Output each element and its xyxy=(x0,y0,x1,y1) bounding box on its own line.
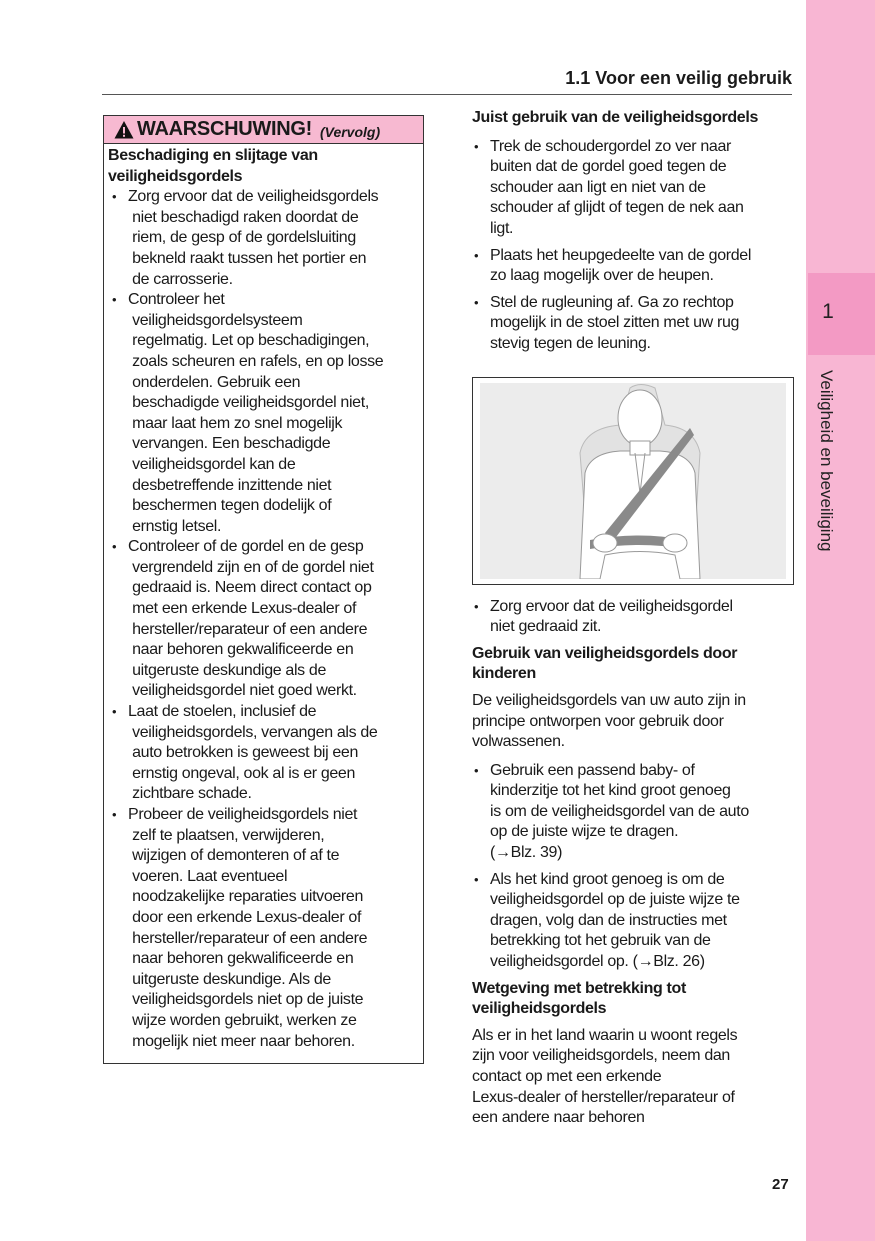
warning-box xyxy=(103,115,424,1064)
seatbelt-use-list xyxy=(472,137,794,355)
seatbelt-illustration xyxy=(472,377,794,585)
warning-continued: (Vervolg) xyxy=(319,123,381,140)
list-item: • Controleer het veiligheidsgordelsysteem regelmatig. Let op beschadigingen, zoals scheuren en rafels, en op losse onderdelen. Gebruik een beschadigde veiligheidsgordel niet, maar laat hem zo snel mogelijk vervangen. Een beschadigde veiligheidsgordel kan de desbetreffende inzittende niet beschermen tegen dodelijk of ernstig letsel. xyxy=(108,290,423,537)
list-item: • Zorg ervoor dat de veiligheidsgordels niet beschadigd raken doordat de riem, de gesp of de gordelsluiting bekneld raakt tussen het portier en de carrosserie. xyxy=(108,187,423,290)
list-item: • Probeer de veiligheidsgordels niet zelf te plaatsen, verwijderen, wijzigen of demonteren of af te voeren. Laat eventueel noodzakelijke reparaties uitvoeren door een erkende Lexus-dealer of hersteller/reparateur of een andere naar behoren gekwalificeerde en uitgeruste deskundige. Als de veiligheidsgordels niet op de juiste wijze worden gebruikt, werken ze mogelijk niet meer naar behoren. xyxy=(108,805,423,1052)
twist-list xyxy=(472,597,794,638)
right-column xyxy=(472,108,794,1129)
warning-subtitle: Beschadiging en slijtage van veiligheidsgordels xyxy=(108,147,318,185)
warning-triangle-icon xyxy=(114,120,134,140)
list-item: • Als het kind groot genoeg is om de veiligheidsgordel op de juiste wijze te dragen, volg dan de instructies met betrekking tot het gebruik van de veiligheidsgordel op. (→Blz. 26) xyxy=(472,870,794,973)
section-header: 1.1 Voor een veilig gebruik xyxy=(565,68,792,88)
chapter-label: Veiligheid en beveiliging xyxy=(817,370,836,552)
warning-list xyxy=(108,187,423,1052)
children-list xyxy=(472,761,794,973)
page-number: 27 xyxy=(772,1176,789,1193)
list-item: • Plaats het heupgedeelte van de gordel zo laag mogelijk over de heupen. xyxy=(472,246,794,287)
header-rule xyxy=(102,94,792,95)
seated-person-illustration xyxy=(480,383,786,579)
warning-title: WAARSCHUWING! xyxy=(137,118,312,140)
heading-children: Gebruik van veiligheidsgordels door kinderen xyxy=(472,644,738,683)
paragraph-legislation: Als er in het land waarin u woont regels zijn voor veiligheidsgordels, neem dan contact op met een erkende Lexus-dealer of hersteller/reparateur of een andere naar behoren xyxy=(472,1026,738,1127)
chapter-number: 1 xyxy=(822,300,834,323)
paragraph-children: De veiligheidsgordels van uw auto zijn in principe ontworpen voor gebruik door volwassenen. xyxy=(472,691,746,751)
side-strip xyxy=(806,0,875,1241)
warning-header xyxy=(104,116,423,144)
list-item: • Zorg ervoor dat de veiligheidsgordel niet gedraaid zit. xyxy=(472,597,794,638)
heading-legislation: Wetgeving met betrekking tot veiligheidsgordels xyxy=(472,979,686,1018)
list-item: • Trek de schoudergordel zo ver naar buiten dat de gordel goed tegen de schouder aan ligt en niet van de schouder af glijdt of tegen de nek aan ligt. xyxy=(472,137,794,240)
list-item: • Controleer of de gordel en de gesp vergrendeld zijn en of de gordel niet gedraaid is. Neem direct contact op met een erkende Lexus-dealer of hersteller/reparateur of een andere naar behoren gekwalificeerde en uitgeruste deskundige als de veiligheidsgordel niet goed werkt. xyxy=(108,537,423,702)
list-item: • Gebruik een passend baby- of kinderzitje tot het kind groot genoeg is om de veiligheidsgordel van de auto op de juiste wijze te dragen. (→Blz. 39) xyxy=(472,761,794,864)
heading-seatbelt-use: Juist gebruik van de veiligheidsgordels xyxy=(472,109,758,126)
list-item: • Stel de rugleuning af. Ga zo rechtop mogelijk in de stoel zitten met uw rug stevig tegen de leuning. xyxy=(472,293,794,355)
list-item: • Laat de stoelen, inclusief de veiligheidsgordels, vervangen als de auto betrokken is geweest bij een ernstig ongeval, ook al is er geen zichtbare schade. xyxy=(108,702,423,805)
